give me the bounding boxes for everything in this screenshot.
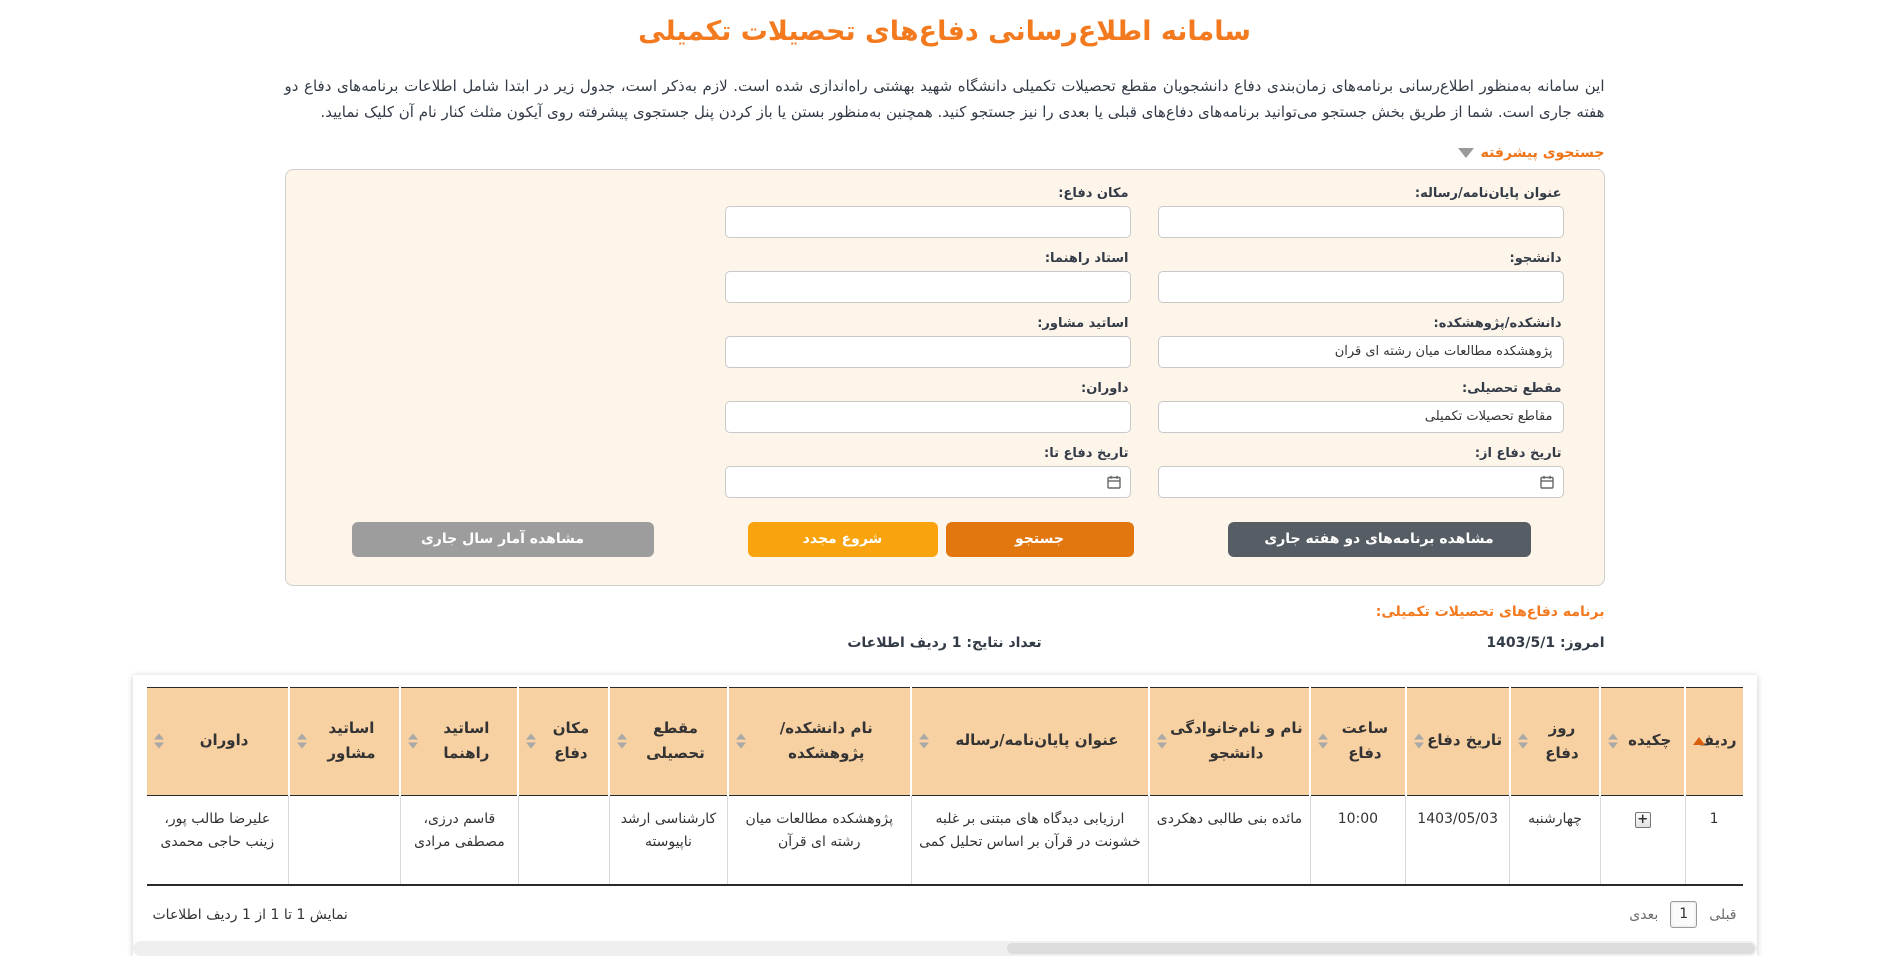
column-header-location[interactable]: مکان دفاع — [518, 687, 609, 795]
column-header-referees[interactable]: داوران — [147, 687, 289, 795]
thesis-title-input[interactable] — [1158, 206, 1564, 238]
column-header-time[interactable]: ساعت دفاع — [1310, 687, 1406, 795]
pagination-page-1[interactable]: 1 — [1670, 901, 1697, 928]
page — [0, 16, 1889, 956]
pagination-previous[interactable]: قبلی — [1709, 907, 1736, 923]
sort-arrows-icon — [1693, 737, 1705, 745]
cell-supervisors: قاسم درزی، مصطفی مرادی — [400, 795, 518, 885]
cell-level: کارشناسی ارشد ناپیوسته — [609, 795, 727, 885]
column-header-abstract[interactable]: چکیده — [1600, 687, 1685, 795]
results-count: تعداد نتایج: 1 ردیف اطلاعات — [847, 635, 1041, 651]
column-header-thesis-title[interactable]: عنوان پایان‌نامه/رساله — [911, 687, 1149, 795]
field-location — [725, 184, 1131, 238]
referees-input[interactable] — [725, 401, 1131, 433]
sort-arrows-icon — [154, 734, 164, 749]
expand-abstract-button[interactable]: + — [1635, 812, 1651, 828]
field-student — [1158, 249, 1564, 303]
intro-paragraph: این سامانه به‌منظور اطلاع‌رسانی برنامه‌های زمان‌بندی دفاع دانشجویان مقطع تحصیلات تکمیلی دانشگاه شهید بهشتی راه‌اندازی شده است. لازم به‌ذکر است، جدول زیر در ابتدا شامل اطلاعات برنامه‌های دفاع دو هفته جاری است. شما از طریق بخش جستجو می‌توانید برنامه‌های دفاع‌های قبلی یا بعدی را نیز جستجو کنید. همچنین به‌منظور بستن یا باز کردن پنل جستجوی پیشرفته روی آیکون مثلث کنار نام آن کلیک نمایید. — [285, 73, 1605, 126]
student-label: دانشجو: — [1160, 251, 1562, 266]
triangle-down-icon — [1458, 148, 1474, 158]
referees-label: داوران: — [727, 381, 1129, 396]
cell-faculty: پژوهشکده مطالعات میان رشته ای قرآن — [728, 795, 912, 885]
advanced-search-label: جستجوی پیشرفته — [1481, 145, 1605, 161]
date-to-input[interactable] — [725, 466, 1131, 498]
sort-arrows-icon — [1518, 734, 1528, 749]
cell-date: 1403/05/03 — [1406, 795, 1510, 885]
table-footer — [147, 886, 1743, 941]
field-date-from — [1158, 444, 1564, 498]
cell-thesis-title: ارزیابی دیدگاه های مبتنی بر غلبه خشونت در قرآن بر اساس تحلیل کمی — [911, 795, 1149, 885]
results-meta — [285, 604, 1605, 655]
search-button[interactable]: جستجو — [946, 522, 1134, 557]
date-from-label: تاریخ دفاع از: — [1160, 446, 1562, 461]
sort-arrows-icon — [617, 734, 627, 749]
column-header-row-no[interactable]: ردیف — [1685, 687, 1742, 795]
location-label: مکان دفاع: — [727, 186, 1129, 201]
column-header-faculty[interactable]: نام دانشکده/ پژوهشکده — [728, 687, 912, 795]
advanced-search-panel — [285, 169, 1605, 586]
search-buttons-row — [326, 522, 1564, 557]
cell-day: چهارشنبه — [1510, 795, 1601, 885]
faculty-input[interactable] — [1158, 336, 1564, 368]
page-title: سامانه اطلاع‌رسانی دفاع‌های تحصیلات تکمیلی — [285, 16, 1605, 47]
table-info: نمایش 1 تا 1 از 1 ردیف اطلاعات — [153, 907, 348, 923]
reset-button[interactable]: شروع مجدد — [748, 522, 938, 557]
table-header-row — [147, 687, 1743, 795]
today-value: 1403/5/1 — [1486, 635, 1555, 651]
sort-arrows-icon — [919, 734, 929, 749]
supervisor-label: استاد راهنما: — [727, 251, 1129, 266]
view-two-weeks-button[interactable]: مشاهده برنامه‌های دو هفته جاری — [1228, 522, 1531, 557]
field-referees — [725, 379, 1131, 433]
column-header-level[interactable]: مقطع تحصیلی — [609, 687, 727, 795]
sort-arrows-icon — [526, 734, 536, 749]
table-row — [147, 795, 1743, 885]
level-input[interactable] — [1158, 401, 1564, 433]
results-card — [133, 675, 1757, 956]
advanced-search-toggle-row — [285, 142, 1605, 161]
horizontal-scrollbar[interactable] — [133, 941, 1757, 956]
thesis-title-label: عنوان پایان‌نامه/رساله: — [1160, 186, 1562, 201]
today-label: امروز: — [1560, 635, 1605, 651]
sort-arrows-icon — [1318, 734, 1328, 749]
field-advisors — [725, 314, 1131, 368]
field-supervisor — [725, 249, 1131, 303]
date-to-label: تاریخ دفاع تا: — [727, 446, 1129, 461]
sort-arrows-icon — [736, 734, 746, 749]
cell-row-no: 1 — [1685, 795, 1742, 885]
column-header-advisors[interactable]: اساتید مشاور — [289, 687, 401, 795]
pagination-next[interactable]: بعدی — [1629, 907, 1658, 923]
cell-location — [518, 795, 609, 885]
column-header-supervisors[interactable]: اساتید راهنما — [400, 687, 518, 795]
view-stats-button[interactable]: مشاهده آمار سال جاری — [352, 522, 654, 557]
sort-arrows-icon — [1414, 734, 1424, 749]
advisors-label: اساتید مشاور: — [727, 316, 1129, 331]
sort-arrows-icon — [408, 734, 418, 749]
cell-advisors — [289, 795, 401, 885]
cell-abstract — [1600, 795, 1685, 885]
sort-arrows-icon — [1608, 734, 1618, 749]
pagination — [1629, 901, 1736, 928]
location-input[interactable] — [725, 206, 1131, 238]
date-from-input[interactable] — [1158, 466, 1564, 498]
sort-arrows-icon — [297, 734, 307, 749]
faculty-label: دانشکده/پژوهشکده: — [1160, 316, 1562, 331]
cell-time: 10:00 — [1310, 795, 1406, 885]
sort-arrows-icon — [1157, 734, 1167, 749]
column-header-day[interactable]: روز دفاع — [1510, 687, 1601, 795]
column-header-student[interactable]: نام و نام‌خانوادگی دانشجو — [1149, 687, 1310, 795]
cell-student: مائده بنی طالبی دهکردی — [1149, 795, 1310, 885]
field-thesis-title — [1158, 184, 1564, 238]
cell-referees: علیرضا طالب پور، زینب حاجی محمدی — [147, 795, 289, 885]
field-faculty — [1158, 314, 1564, 368]
supervisor-input[interactable] — [725, 271, 1131, 303]
search-form — [725, 184, 1564, 498]
level-label: مقطع تحصیلی: — [1160, 381, 1562, 396]
student-input[interactable] — [1158, 271, 1564, 303]
today-date — [1486, 635, 1604, 651]
defense-table — [147, 687, 1743, 887]
advanced-search-toggle[interactable] — [1458, 145, 1605, 161]
field-level — [1158, 379, 1564, 433]
column-header-date[interactable]: تاریخ دفاع — [1406, 687, 1510, 795]
scrollbar-thumb[interactable] — [1007, 943, 1754, 954]
results-heading: برنامه دفاع‌های تحصیلات تکمیلی: — [285, 604, 1605, 620]
advisors-input[interactable] — [725, 336, 1131, 368]
field-date-to — [725, 444, 1131, 498]
